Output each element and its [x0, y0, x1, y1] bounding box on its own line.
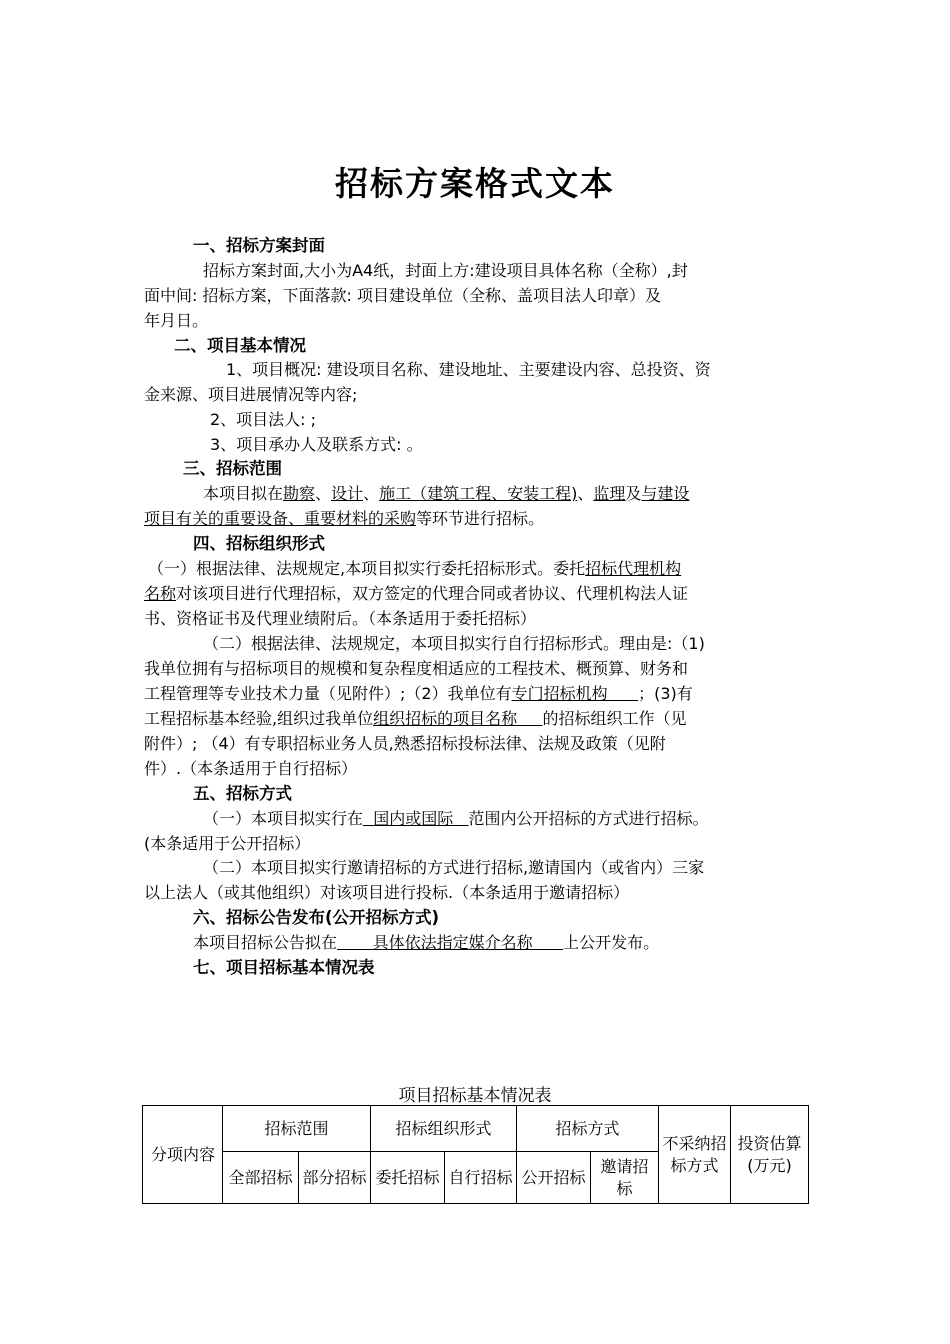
- section-1-line-1: 招标方案封面,大小为A4纸，封面上方:建设项目具体名称（全称）,封: [203, 261, 688, 280]
- section-4-heading: 四、招标组织形式: [193, 534, 325, 553]
- header-item-content: 分项内容: [143, 1106, 223, 1204]
- separator: 、: [363, 484, 380, 503]
- scope-supervision: 监理: [593, 484, 626, 503]
- section-1-line-2: 面中间: 招标方案，下面落款: 项目建设单位（全称、盖项目法人印章）及: [144, 286, 661, 305]
- text: 本项目招标公告拟在: [193, 933, 338, 952]
- separator: 、: [315, 484, 332, 503]
- text: 的招标组织工作（见: [542, 709, 687, 728]
- section-4-b-line-1: （二）根据法律、法规规定，本项目拟实行自行招标形式。理由是:（1): [203, 634, 705, 653]
- section-5-heading: 五、招标方式: [193, 784, 292, 803]
- scope-survey: 勘察: [283, 484, 316, 503]
- section-2-line-2: 金来源、项目进展情况等内容;: [144, 385, 358, 404]
- header-open-bid: 公开招标: [517, 1152, 591, 1204]
- section-2-line-4: 3、项目承办人及联系方式: 。: [210, 435, 423, 454]
- section-4-b-line-2: 我单位拥有与招标项目的规模和复杂程度相适应的工程技术、概预算、财务和: [144, 659, 689, 678]
- header-bid-organization: 招标组织形式: [371, 1106, 517, 1152]
- text: （一）本项目拟实行在: [203, 809, 364, 828]
- section-6-heading: 六、招标公告发布(公开招标方式): [193, 908, 440, 927]
- section-3-heading: 三、招标范围: [183, 459, 282, 478]
- table-caption: 项目招标基本情况表: [398, 1086, 552, 1106]
- separator: 、: [577, 484, 594, 503]
- scope-intro: 本项目拟在: [203, 484, 284, 503]
- text: （一）根据法律、法规规定,本项目拟实行委托招标形式。委托: [148, 559, 586, 578]
- text: ；(3)有: [638, 684, 693, 703]
- header-full-bid: 全部招标: [223, 1152, 299, 1204]
- agency-name-field: 招标代理机构: [585, 559, 682, 578]
- header-invited-bid: 邀请招标: [591, 1152, 659, 1204]
- header-no-bid-method: 不采纳招标方式: [659, 1106, 731, 1204]
- section-5-a-line-2: (本条适用于公开招标）: [144, 834, 311, 853]
- section-3-line-2: [144, 508, 544, 530]
- scope-construction: 施工（建筑工程、安装工程): [379, 484, 578, 503]
- media-name-field: 具体依法指定媒介名称: [337, 933, 564, 952]
- project-bid-table: [142, 1105, 809, 1204]
- section-2-line-1: 1、项目概况: 建设项目名称、建设地址、主要建设内容、总投资、资: [226, 360, 711, 379]
- section-4-b-line-3: [144, 683, 693, 705]
- header-entrusted-bid: 委托招标: [371, 1152, 445, 1204]
- header-bid-method: 招标方式: [517, 1106, 659, 1152]
- section-6-line-1: [193, 932, 659, 954]
- document-title: 招标方案格式文本: [335, 164, 615, 203]
- project-name-field: 组织招标的项目名称: [373, 709, 543, 728]
- scope-design: 设计: [331, 484, 364, 503]
- section-5-b-line-1: （二）本项目拟实行邀请招标的方式进行招标,邀请国内（或省内）三家: [203, 858, 705, 877]
- agency-name-field-end: 名称: [144, 584, 177, 603]
- bid-region-field: 国内或国际: [363, 809, 469, 828]
- section-1-line-3: 年月日。: [144, 311, 209, 330]
- bid-organization-field: 专门招标机构: [511, 684, 639, 703]
- section-1-heading: 一、招标方案封面: [193, 236, 325, 255]
- section-2-heading: 二、项目基本情况: [174, 336, 306, 355]
- section-4-b-line-4: [144, 708, 687, 730]
- section-7-heading: 七、项目招标基本情况表: [193, 958, 375, 977]
- section-4-b-line-5: 附件）; （4）有专职招标业务人员,熟悉招标投标法律、法规及政策（见附: [144, 734, 666, 753]
- scope-procurement: 项目有关的重要设备、重要材料的采购: [144, 509, 417, 528]
- section-3-line-1: [203, 483, 689, 505]
- section-4-b-line-6: 件）.（本条适用于自行招标）: [144, 759, 358, 778]
- section-5-b-line-2: 以上法人（或其他组织）对该项目进行投标.（本条适用于邀请招标）: [144, 883, 630, 902]
- text: 对该项目进行代理招标，双方签定的代理合同或者协议、代理机构法人证: [176, 584, 689, 603]
- text: 工程招标基本经验,组织过我单位: [144, 709, 374, 728]
- header-bid-scope: 招标范围: [223, 1106, 371, 1152]
- section-2-line-3: 2、项目法人: ;: [210, 410, 317, 429]
- section-5-a-line-1: [203, 808, 708, 830]
- text: 工程管理等专业技术力量（见附件）;（2）我单位有: [144, 684, 512, 703]
- text: 上公开发布。: [563, 933, 660, 952]
- section-4-a-line-3: 书、资格证书及代理业绩附后。（本条适用于委托招标）: [144, 609, 537, 628]
- text: 范围内公开招标的方式进行招标。: [468, 809, 709, 828]
- scope-ending: 等环节进行招标。: [416, 509, 545, 528]
- header-self-bid: 自行招标: [445, 1152, 517, 1204]
- section-4-a-line-1: [148, 558, 681, 580]
- header-investment-estimate: 投资估算(万元): [731, 1106, 809, 1204]
- scope-procurement-start: 与建设: [641, 484, 690, 503]
- header-partial-bid: 部分招标: [299, 1152, 371, 1204]
- conjunction: 及: [625, 484, 642, 503]
- section-4-a-line-2: [144, 583, 688, 605]
